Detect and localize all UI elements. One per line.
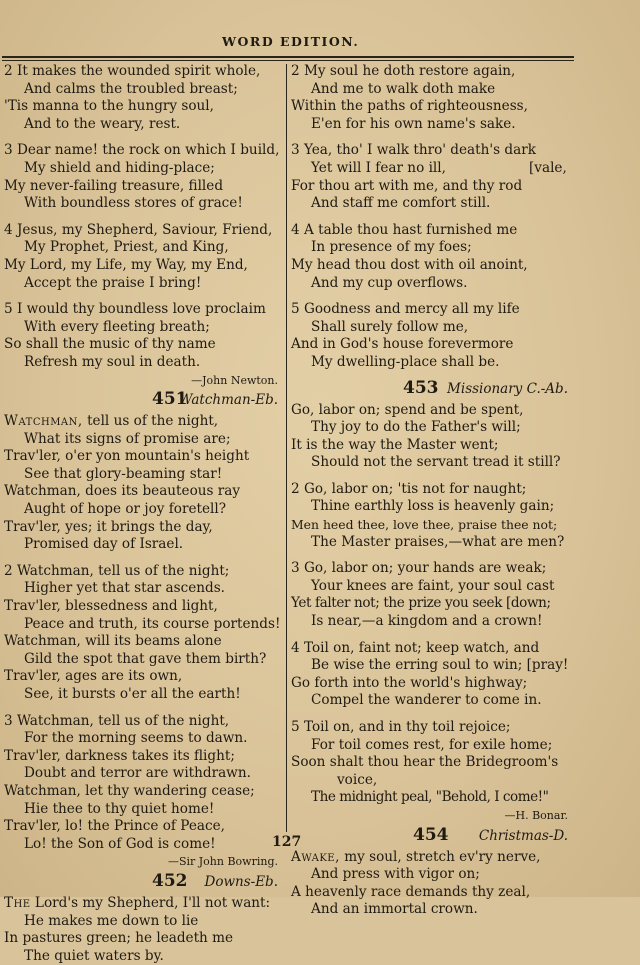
- hymn-451-verse-3: 3 Watchman, tell us of the night, For the morning seems to dawn. Trav'ler, darkness takes its flight; Doubt and terror are withdrawn. Watchman, let thy wandering cease; Hie thee to thy quiet home! Trav'ler, lo! the Prince of Peace, Lo! the Son of God is come!: [4, 712, 255, 852]
- hymn-tune: Watchman-Eb.: [178, 392, 278, 409]
- hymn-453-verse-1: Go, labor on; spend and be spent, Thy joy to do the Father's will; It is the way the Master went; Should not the servant tread it still?: [291, 401, 561, 471]
- hymn-450-attribution: —John Newton.: [191, 373, 278, 387]
- hymn-451-verse-2: 2 Watchman, tell us of the night; Higher yet that star ascends. Trav'ler, blessedness and light, Peace and truth, its course portends! Watchman, will its beams alone Gild the spot that gave them birth? Trav'ler, ages are its own, See, it bursts o'er all the earth!: [4, 562, 281, 702]
- hymn-450-verse-2: 2 It makes the wounded spirit whole, And calms the troubled breast; 'Tis manna to the hungry soul, And to the weary, rest.: [4, 63, 261, 132]
- left-column: [4, 63, 282, 965]
- hymn-452-heading: [4, 870, 282, 895]
- header-rule-thin: [2, 60, 574, 61]
- hymn-453-attribution: —H. Bonar.: [504, 808, 568, 822]
- hymn-number: 452: [152, 870, 188, 891]
- right-column: [291, 63, 572, 919]
- hymn-451-heading: [4, 391, 282, 413]
- hymn-454-verse-1: Awake, my soul, stretch ev'ry nerve, And press with vigor on; A heavenly race demands thy zeal, And an immortal crown.: [291, 848, 541, 918]
- hymn-tune: Missionary C.-Ab.: [447, 380, 568, 397]
- column-divider: [286, 64, 287, 832]
- hymnal-page: WORD EDITION. 2 It makes the wounded spirit whole, And calms the troubled breast; 'Tis manna to the hungry soul, And to the weary, rest. 3 Dear name! the rock on which I build, My shield and hiding-place; My never-failing treasure, filled With boundless stores of grace! 4 Jesus, my Shepherd, Saviour, Friend, My Prophet, Priest, and King, My Lord, my Life, my Way, my End, Accept the praise I bring! 5 I would thy boundless love proclaim With every fleeting breath; So shall the music of thy name Refresh my soul in death. —John Newton. 451 Watchman-Eb. Watchman, tell us of the night, What its signs of promise are; Trav'ler, o'er yon mountain's height See that glory-beaming star! Watchman, does its beauteous ray Aught of hope or joy foretell? Trav'ler, yes; it brings the day, Promised day of Israel. 2 Watchman, tell us of the night; Higher yet that star ascends. Trav'ler, blessedness and light, Peace and truth, its course portends! Watchman, will its beams alone Gild the spot that gave them birth? Trav'ler, ages are its own, See, it bursts o'er all the earth! 3 Watchman, tell us of the night, For the morning seems to dawn. Trav'ler, darkness takes its flight; Doubt and terror are withdrawn. Watchman, let thy wandering cease; Hie thee to thy quiet home! Trav'ler, lo! the Prince of Peace, Lo! the Son of God is come! —Sir John Bowring. 452 Downs-Eb. The Lord's my Shepherd, I'll not want: He makes me down to lie In pastures green; he leadeth me The quiet waters by. 2 My soul he doth restore again, And me to walk doth make Within the paths of righteousness, E'en for his own name's sake. 3 Yea, tho' I walk thro' death's dark Yet will I fear no ill, [vale, For thou art with me, and thy rod And staff me comfort still. 4 A table thou hast furnished me In presence of my foes; My head thou dost with oil anoint, And my cup overflows. 5 Goodness and mercy all my life Shall surely follow me, And in God's house forevermore My dwelling-place shall be. 453 Missionary C.-Ab. Go, labor on; spend and be spent, Thy joy to do the Father's will; It is the way the Master went; Should not the servant tread it still? 2 Go, labor on; 'tis not for naught; Thine earthly loss is heavenly gain; Men heed thee, love thee, praise thee not; The Master praises,—what are men? 3 Go, labor on; your hands are weak; Your knees are faint, your soul cast Yet falter not; the prize you seek [down; Is near,—a kingdom and a crown! 4 Toil on, faint not; keep watch, and Be wise the erring soul to win; [pray! Go forth into the world's highway; Compel the wanderer to come in. 5 Toil on, and in thy toil rejoice; For toil comes rest, for exile home; Soon shalt thou hear the Bridegroom's voice, The midnight peal, "Behold, I come!" —H. Bonar. 454 Christmas-D. Awake, my soul, stretch ev'ry nerve, And press with vigor on; A heavenly race demands thy zeal, And an immortal crown. 127: [0, 0, 640, 897]
- hymn-number: 454: [413, 824, 449, 845]
- hymn-453-heading: [291, 377, 572, 402]
- hymn-450-verse-4: 4 Jesus, my Shepherd, Saviour, Friend, My Prophet, Priest, and King, My Lord, my Life, my Way, my End, Accept the praise I bring!: [4, 221, 273, 291]
- hymn-450-verse-5: 5 I would thy boundless love proclaim With every fleeting breath; So shall the music of thy name Refresh my soul in death.: [4, 301, 266, 370]
- hymn-tune: Downs-Eb.: [204, 873, 278, 890]
- page-number: 127: [272, 834, 302, 850]
- hymn-450-verse-3: 3 Dear name! the rock on which I build, My shield and hiding-place; My never-failing treasure, filled With boundless stores of grace!: [4, 142, 280, 212]
- header-rule: [2, 56, 574, 58]
- hymn-number: 451: [152, 389, 188, 410]
- hymn-452-verse-2: 2 My soul he doth restore again, And me to walk doth make Within the paths of righteousness, E'en for his own name's sake.: [291, 63, 528, 132]
- hymn-451-attribution: —Sir John Bowring.: [167, 855, 278, 869]
- hymn-452-verse-1: The Lord's my Shepherd, I'll not want: He makes me down to lie In pastures green; he leadeth me The quiet waters by.: [4, 894, 271, 964]
- hymn-453-verse-3: 3 Go, labor on; your hands are weak; Your knees are faint, your soul cast Yet falter not; the prize you seek [down; Is near,—a kingdom and a crown!: [291, 560, 555, 630]
- hymn-453-verse-5: 5 Toil on, and in thy toil rejoice; For toil comes rest, for exile home; Soon shalt thou hear the Bridegroom's voice, The midnight peal, "Behold, I come!": [291, 719, 559, 806]
- hymn-452-verse-4: 4 A table thou hast furnished me In presence of my foes; My head thou dost with oil anoint, And my cup overflows.: [291, 221, 528, 291]
- hymn-451-verse-1: Watchman, tell us of the night, What its signs of promise are; Trav'ler, o'er yon mountain's height See that glory-beaming star! Watchman, does its beauteous ray Aught of hope or joy foretell? Trav'ler, yes; it brings the day, Promised day of Israel.: [4, 413, 250, 553]
- hymn-452-verse-5: 5 Goodness and mercy all my life Shall surely follow me, And in God's house forevermore My dwelling-place shall be.: [291, 301, 520, 370]
- hymn-number: 453: [403, 377, 439, 398]
- hymn-453-verse-2: 2 Go, labor on; 'tis not for naught; Thine earthly loss is heavenly gain; Men heed thee, love thee, praise thee not; The Master praises,—what are men?: [291, 480, 565, 550]
- hymn-452-verse-3: 3 Yea, tho' I walk thro' death's dark Yet will I fear no ill, [vale, For thou art with me, and thy rod And staff me comfort still.: [291, 142, 567, 212]
- hymn-453-verse-4: 4 Toil on, faint not; keep watch, and Be wise the erring soul to win; [pray! Go forth into the world's highway; Compel the wanderer to come in.: [291, 639, 569, 709]
- hymn-tune: Christmas-D.: [478, 827, 568, 844]
- hymn-454-heading: [291, 824, 572, 849]
